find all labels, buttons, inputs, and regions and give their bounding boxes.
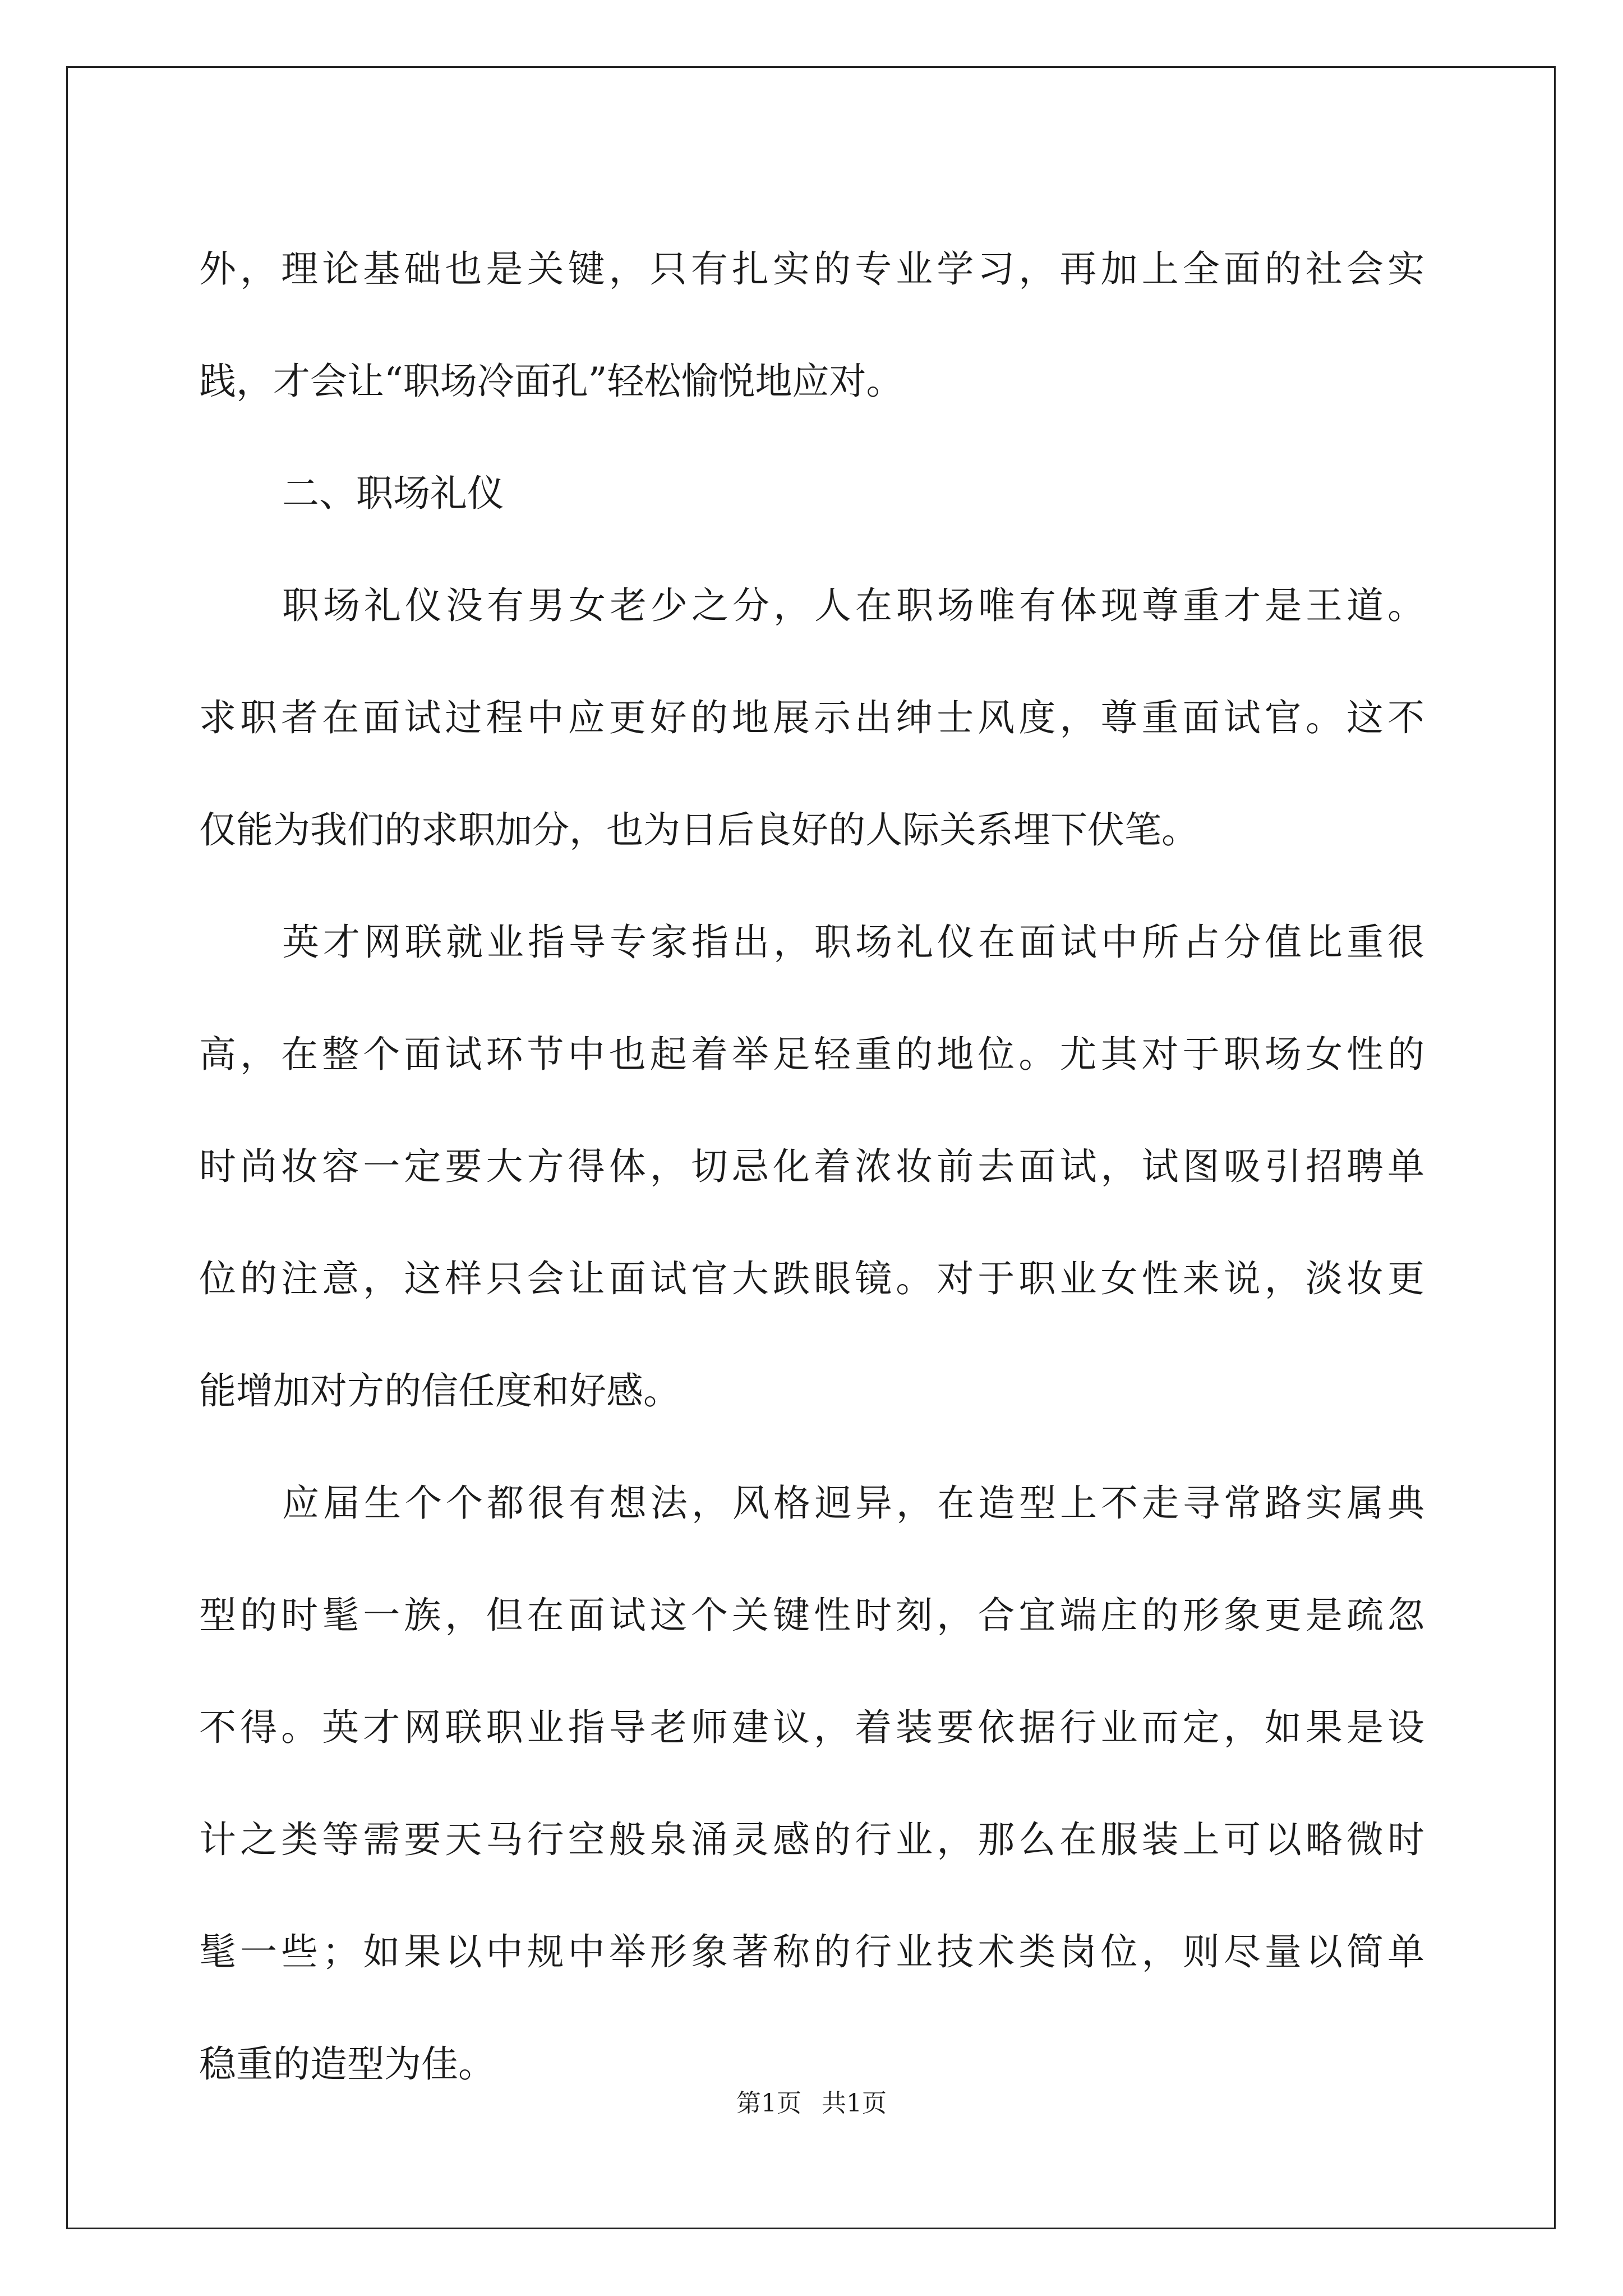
text-line: 外，理论基础也是关键，只有扎实的专业学习，再加上全面的社会实 [199, 247, 1424, 291]
text-line: 求职者在面试过程中应更好的地展示出绅士风度，尊重面试官。这不 [199, 696, 1424, 739]
text-line: 职场礼仪没有男女老少之分，人在职场唯有体现尊重才是王道。 [282, 584, 1424, 627]
text-line: 应届生个个都很有想法，风格迥异，在造型上不走寻常路实属典 [282, 1481, 1424, 1525]
text-line: 仅能为我们的求职加分，也为日后良好的人际关系埋下伏笔。 [199, 808, 1198, 852]
text-line: 不得。英才网联职业指导老师建议，着装要依据行业而定，如果是设 [199, 1706, 1424, 1749]
text-line: 计之类等需要天马行空般泉涌灵感的行业，那么在服装上可以略微时 [199, 1818, 1424, 1861]
section-heading: 二、职场礼仪 [282, 472, 504, 515]
page-footer [0, 2087, 1623, 2120]
text-line: 位的注意，这样只会让面试官大跌眼镜。对于职业女性来说，淡妆更 [199, 1257, 1424, 1300]
text-line: 能增加对方的信任度和好感。 [199, 1369, 680, 1412]
document-body [199, 213, 1424, 2120]
page-total: 共1页 [822, 2089, 887, 2118]
text-line: 型的时髦一族，但在面试这个关键性时刻，合宜端庄的形象更是疏忽 [199, 1594, 1424, 1637]
text-line: 时尚妆容一定要大方得体，切忌化着浓妆前去面试，试图吸引招聘单 [199, 1145, 1424, 1188]
text-line: 高，在整个面试环节中也起着举足轻重的地位。尤其对于职场女性的 [199, 1033, 1424, 1076]
text-line: 践，才会让“职场冷面孔”轻松愉悦地应对。 [199, 360, 903, 403]
text-line: 稳重的造型为佳。 [199, 2042, 495, 2086]
text-line: 英才网联就业指导专家指出，职场礼仪在面试中所占分值比重很 [282, 921, 1424, 964]
page-number: 第1页 [736, 2089, 801, 2118]
text-line: 髦一些；如果以中规中举形象著称的行业技术类岗位，则尽量以简单 [199, 1930, 1424, 1973]
